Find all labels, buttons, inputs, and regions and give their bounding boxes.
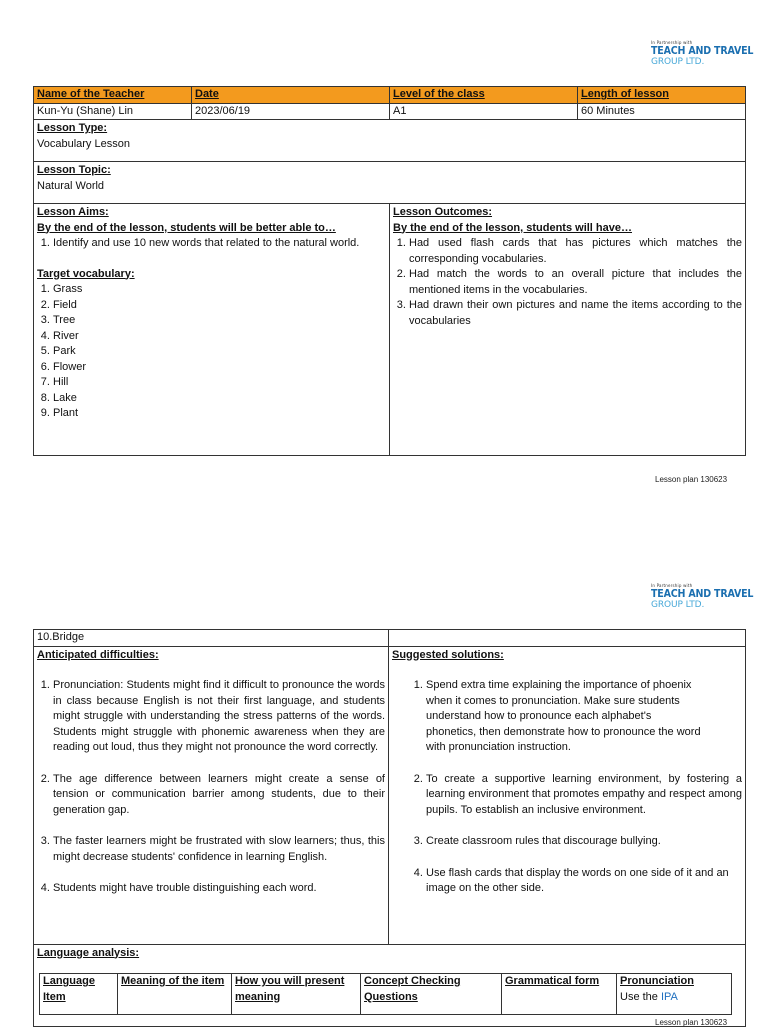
bridge-vocab: 10.Bridge [34,630,389,647]
aims-list [37,236,386,252]
teacher-name: Kun-Yu (Shane) Lin [34,103,192,120]
lesson-length: 60 Minutes [578,103,746,120]
difficulties-list [37,678,385,897]
lang-header-ccq: Concept Checking Questions [364,975,461,1003]
difficulty-item: 4. Students might have trouble distinguishing each word. [53,881,385,897]
company-logo [651,41,753,67]
vocab-item: 9. Plant [53,406,386,422]
logo-line1: TEACH AND TRAVEL [651,44,754,58]
difficulties-table [33,629,746,1027]
logo-tagline: In Partnership with [651,583,693,588]
outcomes-intro: By the end of the lesson, students will have… [393,221,632,234]
lang-header-meaning: Meaning of the item [121,975,225,987]
vocab-item: 1. Grass [53,282,386,298]
lesson-type-value: Vocabulary Lesson [37,137,130,150]
header-date: Date [192,87,390,104]
vocab-label: Target vocabulary: [37,267,135,280]
lang-header-row [40,974,732,1015]
vocab-item: 3. Tree [53,313,386,329]
solution-item: 3. Create classroom rules that discourage bullying. [426,834,742,850]
solution-item: 4. Use flash cards that display the words on one side of it and an image on the other side. [426,866,742,897]
aims-outcomes-row [34,204,746,456]
lang-header-item: Language Item [43,975,95,1003]
difficulties-label: Anticipated difficulties: [37,648,159,661]
vocab-item: 6. Flower [53,360,386,376]
bridge-row [34,630,746,647]
page2-footer: Lesson plan 130623 [655,1018,728,1027]
difficulties-row [34,646,746,944]
vocab-item: 8. Lake [53,391,386,407]
pron-prefix: Use the [620,990,658,1003]
solution-item: 2. To create a supportive learning environment, by fostering a learning environment that promotes empathy and respect among pupils. To establish an inclusive environment. [426,772,742,819]
difficulty-item: 3. The faster learners might be frustrated with slow learners; thus, this might decrease students' confidence in learning English. [53,834,385,865]
vocab-list [37,282,386,422]
lesson-topic-row [34,162,746,204]
outcomes-cell [390,204,746,456]
logo-tagline: In Partnership with [651,40,693,45]
class-level: A1 [390,103,578,120]
outcome-item: 1. Had used flash cards that has pictures which matches the corresponding vocabularies. [409,236,742,267]
header-level: Level of the class [390,87,578,104]
outcome-item: 3. Had drawn their own pictures and name the items according to the vocabularies [409,298,742,329]
values-row [34,103,746,120]
header-length: Length of lesson [578,87,746,104]
logo-line2: GROUP LTD. [651,599,705,610]
outcomes-label: Lesson Outcomes: [393,206,493,218]
aims-intro: By the end of the lesson, students will be better able to… [37,221,336,234]
outcomes-list [393,236,742,329]
lang-header-present: How you will present meaning [235,975,345,1003]
difficulty-item: 2. The age difference between learners might create a sense of tension or communication barrier among students, due to their generation gap. [53,772,385,819]
logo-line2: GROUP LTD. [651,56,705,67]
pronunciation-note [620,990,728,1006]
header-row [34,87,746,104]
difficulties-cell [34,646,389,944]
solutions-cell [389,646,746,944]
outcome-item: 2. Had match the words to an overall picture that includes the mentioned items in the vocabularies. [409,267,742,298]
language-analysis-table [39,973,732,1015]
vocab-item: 7. Hill [53,375,386,391]
aims-cell [34,204,390,456]
solutions-list [392,678,742,897]
lesson-topic-label: Lesson Topic: [37,164,111,176]
lesson-header-table [33,86,746,456]
lang-header-pronunciation: Pronunciation [620,975,694,987]
language-label: Language analysis: [37,946,140,959]
vocab-item: 5. Park [53,344,386,360]
header-teacher: Name of the Teacher [34,87,192,104]
lang-header-form: Grammatical form [505,975,600,987]
solutions-label: Suggested solutions: [392,648,504,661]
lesson-type-label: Lesson Type: [37,122,108,134]
vocab-item: 2. Field [53,298,386,314]
lesson-date: 2023/06/19 [192,103,390,120]
difficulty-item: 1. Pronunciation: Students might find it difficult to pronounce the words in class because English is not their first language, and students might struggle with understanding the stress patterns of the words. Students might struggle with phonemic awareness when they are reading out loud, thus they might not pronounce the word correctly. [53,678,385,756]
company-logo [651,584,753,610]
vocab-item: 4. River [53,329,386,345]
page1-footer: Lesson plan 130623 [655,475,728,484]
lesson-type-row [34,120,746,162]
lesson-topic-value: Natural World [37,179,105,192]
ipa-link[interactable]: IPA [660,990,678,1003]
solution-item: 1. Spend extra time explaining the importance of phoenix when it comes to pronunciation. Make sure students understand how to pronounce each alphabet's phonetics, then demonstrate how to pronounce the word with pronunciation instruction. [426,678,742,756]
aims-label: Lesson Aims: [37,206,109,218]
aim-item: 1. Identify and use 10 new words that related to the natural world. [53,236,386,252]
logo-line1: TEACH AND TRAVEL [651,587,754,601]
